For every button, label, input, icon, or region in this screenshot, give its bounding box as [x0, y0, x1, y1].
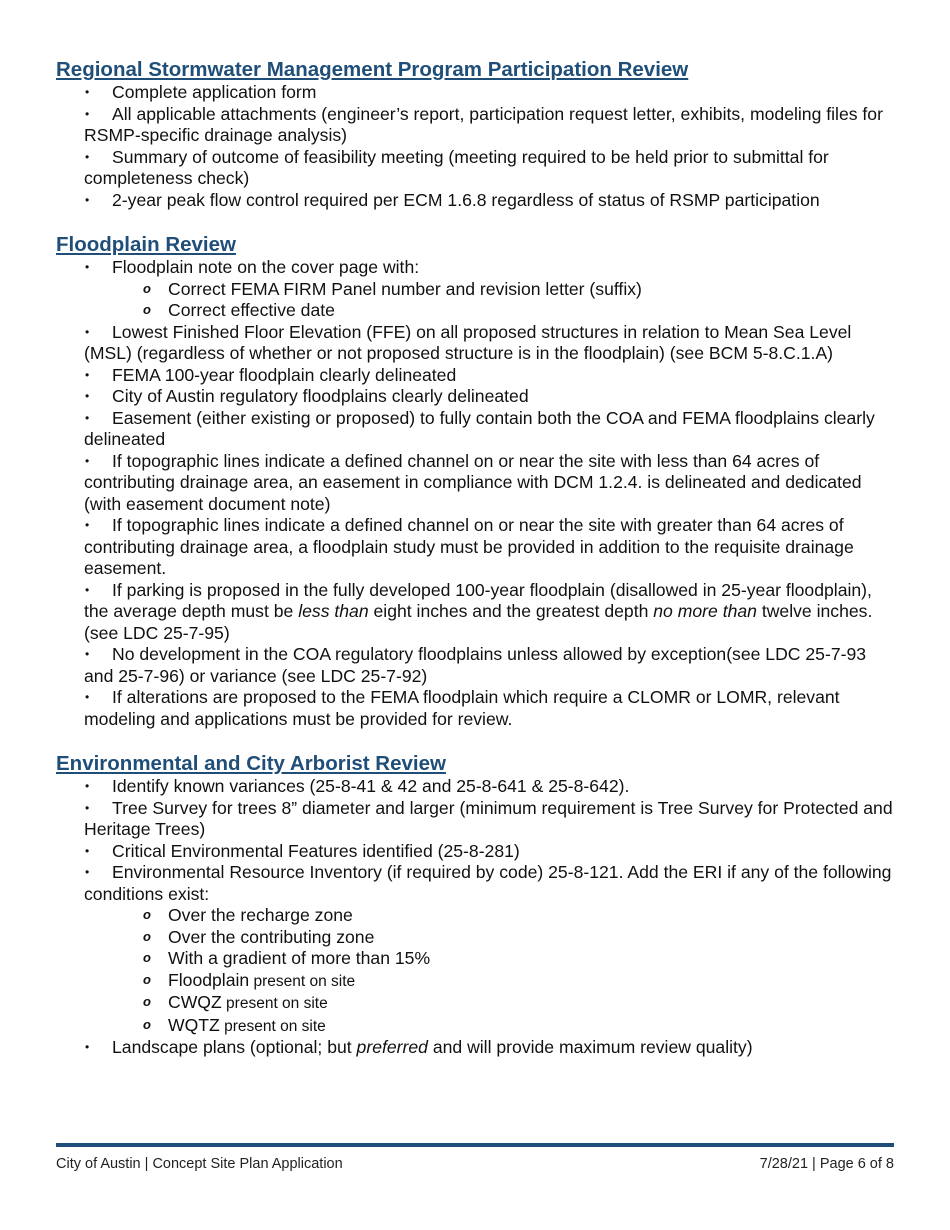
page-footer	[56, 1156, 894, 1172]
list-item: • 2-year peak flow control required per ECM 1.6.8 regardless of status of RSMP participation	[56, 190, 896, 212]
list-item: • If topographic lines indicate a defined channel on or near the site with greater than 64 acres of contributing drainage area, a floodplain study must be provided in addition to the requisite drainage easement.	[56, 515, 896, 580]
list-item: • Floodplain note on the cover page with:	[56, 257, 896, 279]
sub-list-item: o Floodplain present on site	[56, 970, 896, 993]
list-item-parking: • If parking is proposed in the fully developed 100-year floodplain (disallowed in 25-year floodplain), the average depth must be less than eight inches and the greatest depth no more than twelve inches. (see LDC 25-7-95)	[56, 580, 896, 645]
list-item: • Identify known variances (25-8-41 & 42 and 25-8-641 & 25-8-642).	[56, 776, 896, 798]
list-item: • No development in the COA regulatory floodplains unless allowed by exception(see LDC 25-7-93 and 25-7-96) or variance (see LDC 25-7-92)	[56, 644, 896, 687]
footer-page-number: 7/28/21 | Page 6 of 8	[759, 1156, 894, 1172]
list-item: • Tree Survey for trees 8” diameter and larger (minimum requirement is Tree Survey for Protected and Heritage Trees)	[56, 798, 896, 841]
footer-left-text: City of Austin | Concept Site Plan Application	[56, 1156, 343, 1172]
sub-list-item: o With a gradient of more than 15%	[56, 948, 896, 970]
sub-list-item: o Correct effective date	[56, 300, 896, 322]
list-item: • Critical Environmental Features identified (25-8-281)	[56, 841, 896, 863]
list-item: • City of Austin regulatory floodplains clearly delineated	[56, 386, 896, 408]
list-item-landscape: • Landscape plans (optional; but preferred and will provide maximum review quality)	[56, 1037, 896, 1059]
sub-list-item: o Over the recharge zone	[56, 905, 896, 927]
list-item: • All applicable attachments (engineer’s report, participation request letter, exhibits, modeling files for RSMP-specific drainage analysis)	[56, 104, 896, 147]
sub-list-item: o Correct FEMA FIRM Panel number and revision letter (suffix)	[56, 279, 896, 301]
section-heading-environmental: Environmental and City Arborist Review	[56, 752, 446, 775]
floodplain-list	[56, 257, 896, 730]
list-item: • Complete application form	[56, 82, 896, 104]
sub-list-item: o WQTZ present on site	[56, 1015, 896, 1038]
list-item: • Environmental Resource Inventory (if required by code) 25-8-121. Add the ERI if any of the following conditions exist:	[56, 862, 896, 905]
section-heading-floodplain: Floodplain Review	[56, 233, 236, 256]
sub-list-item: o Over the contributing zone	[56, 927, 896, 949]
list-item: • Easement (either existing or proposed) to fully contain both the COA and FEMA floodplains clearly delineated	[56, 408, 896, 451]
list-item: • If topographic lines indicate a defined channel on or near the site with less than 64 acres of contributing drainage area, an easement in compliance with DCM 1.2.4. is delineated and dedicated (with easement document note)	[56, 451, 896, 516]
list-item: • Summary of outcome of feasibility meeting (meeting required to be held prior to submittal for completeness check)	[56, 147, 896, 190]
section-heading-rsmp: Regional Stormwater Management Program Participation Review	[56, 58, 689, 81]
rsmp-list	[56, 82, 896, 211]
footer-divider	[56, 1143, 894, 1147]
list-item: • Lowest Finished Floor Elevation (FFE) on all proposed structures in relation to Mean Sea Level (MSL) (regardless of whether or not proposed structure is in the floodplain) (see BCM 5-8.C.1.A)	[56, 322, 896, 365]
list-item: • If alterations are proposed to the FEMA floodplain which require a CLOMR or LOMR, relevant modeling and applications must be provided for review.	[56, 687, 896, 730]
list-item: • FEMA 100-year floodplain clearly delineated	[56, 365, 896, 387]
page-content	[56, 58, 896, 1059]
environmental-list	[56, 776, 896, 1059]
sub-list-item: o CWQZ present on site	[56, 992, 896, 1015]
